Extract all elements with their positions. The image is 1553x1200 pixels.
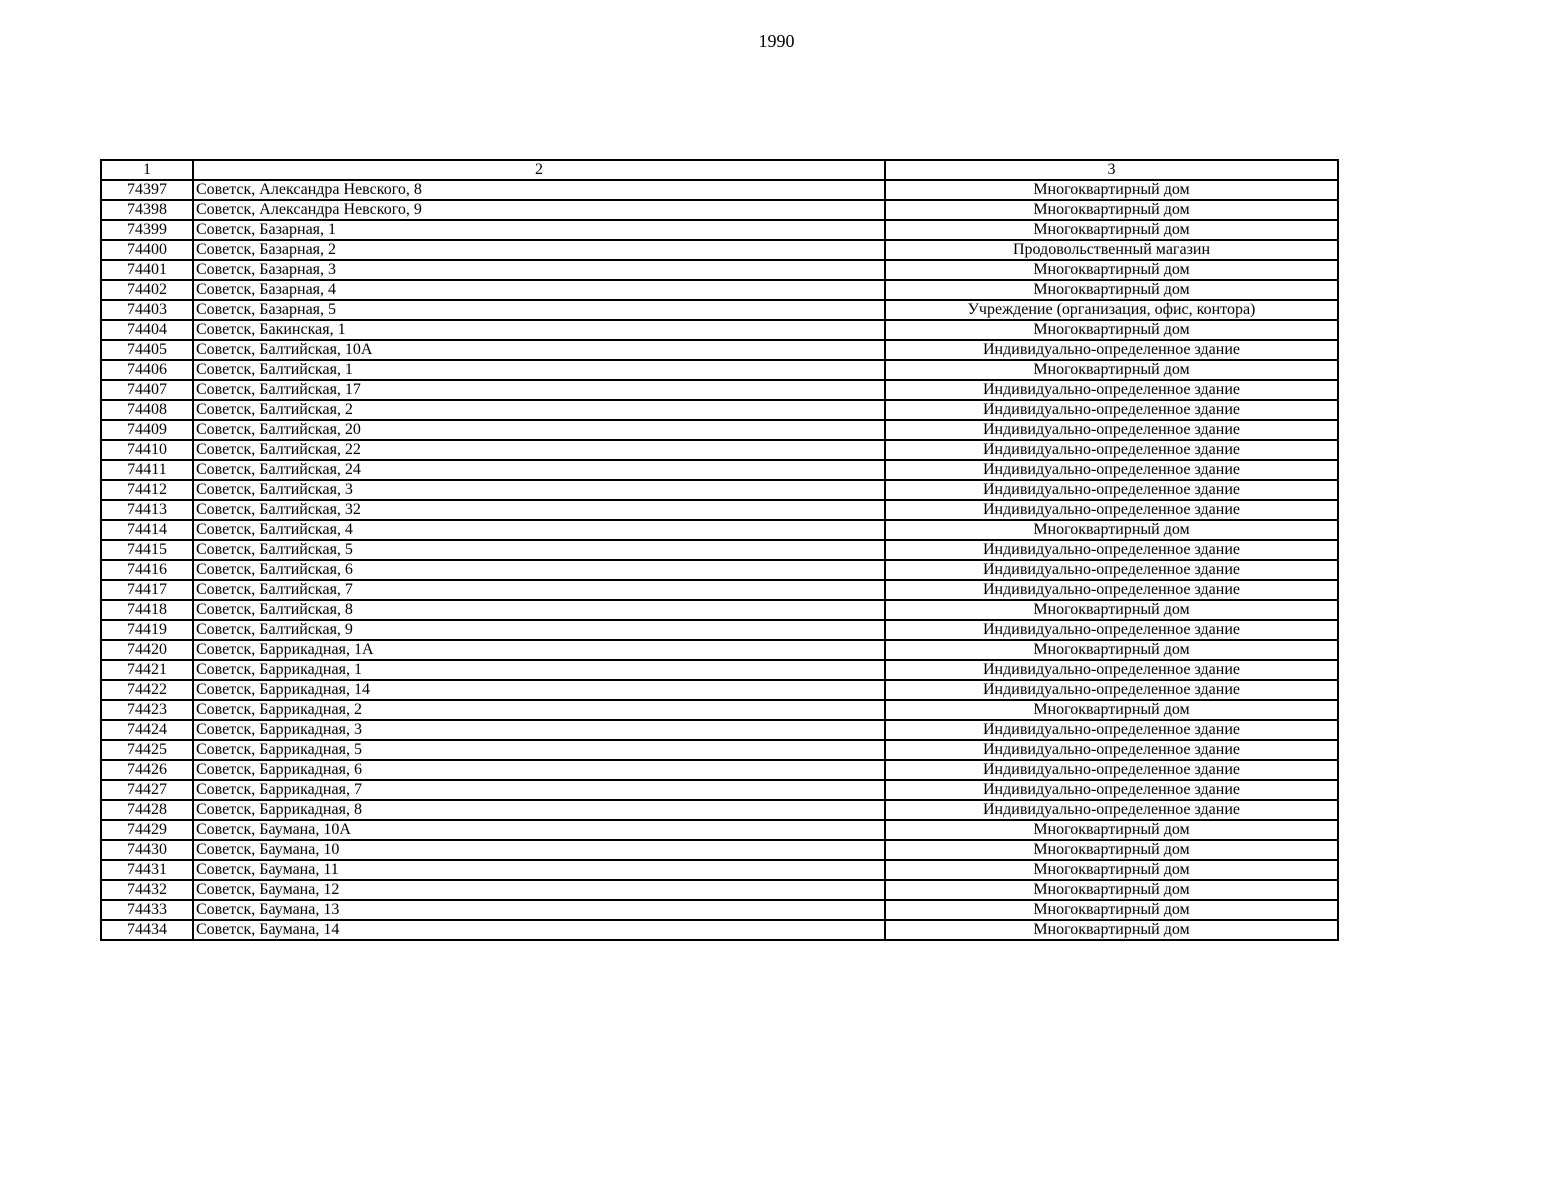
object-type-cell: Индивидуально-определенное здание bbox=[885, 380, 1338, 400]
record-number-cell: 74411 bbox=[101, 460, 193, 480]
table-row bbox=[101, 300, 1338, 320]
table-row bbox=[101, 840, 1338, 860]
address-cell: Советск, Баррикадная, 6 bbox=[193, 760, 885, 780]
record-number-cell: 74422 bbox=[101, 680, 193, 700]
object-type-cell: Многоквартирный дом bbox=[885, 180, 1338, 200]
table-row bbox=[101, 280, 1338, 300]
address-cell: Советск, Александра Невского, 8 bbox=[193, 180, 885, 200]
table-row bbox=[101, 620, 1338, 640]
object-type-cell: Многоквартирный дом bbox=[885, 280, 1338, 300]
address-cell: Советск, Базарная, 3 bbox=[193, 260, 885, 280]
table-row bbox=[101, 720, 1338, 740]
object-type-cell: Многоквартирный дом bbox=[885, 880, 1338, 900]
record-number-cell: 74406 bbox=[101, 360, 193, 380]
address-cell: Советск, Балтийская, 17 bbox=[193, 380, 885, 400]
address-cell: Советск, Баумана, 12 bbox=[193, 880, 885, 900]
address-cell: Советск, Баррикадная, 3 bbox=[193, 720, 885, 740]
object-type-cell: Индивидуально-определенное здание bbox=[885, 540, 1338, 560]
record-number-cell: 74415 bbox=[101, 540, 193, 560]
table-row bbox=[101, 700, 1338, 720]
column-header-1: 1 bbox=[101, 160, 193, 180]
address-cell: Советск, Балтийская, 5 bbox=[193, 540, 885, 560]
table-row bbox=[101, 200, 1338, 220]
page-number: 1990 bbox=[758, 31, 795, 51]
address-cell: Советск, Баумана, 10А bbox=[193, 820, 885, 840]
table-row bbox=[101, 660, 1338, 680]
address-cell: Советск, Баррикадная, 8 bbox=[193, 800, 885, 820]
address-cell: Советск, Баррикадная, 14 bbox=[193, 680, 885, 700]
address-cell: Советск, Балтийская, 10А bbox=[193, 340, 885, 360]
address-cell: Советск, Баррикадная, 1А bbox=[193, 640, 885, 660]
object-type-cell: Индивидуально-определенное здание bbox=[885, 740, 1338, 760]
record-number-cell: 74424 bbox=[101, 720, 193, 740]
record-number-cell: 74416 bbox=[101, 560, 193, 580]
record-number-cell: 74397 bbox=[101, 180, 193, 200]
object-type-cell: Индивидуально-определенное здание bbox=[885, 560, 1338, 580]
table-row bbox=[101, 580, 1338, 600]
address-cell: Советск, Баумана, 10 bbox=[193, 840, 885, 860]
record-number-cell: 74425 bbox=[101, 740, 193, 760]
record-number-cell: 74407 bbox=[101, 380, 193, 400]
table-row bbox=[101, 640, 1338, 660]
table-row bbox=[101, 220, 1338, 240]
table-row bbox=[101, 500, 1338, 520]
column-header-2: 2 bbox=[193, 160, 885, 180]
address-cell: Советск, Баррикадная, 2 bbox=[193, 700, 885, 720]
object-type-cell: Индивидуально-определенное здание bbox=[885, 620, 1338, 640]
table-row bbox=[101, 800, 1338, 820]
table-row bbox=[101, 240, 1338, 260]
table-row bbox=[101, 480, 1338, 500]
table-row bbox=[101, 340, 1338, 360]
object-type-cell: Многоквартирный дом bbox=[885, 840, 1338, 860]
address-cell: Советск, Балтийская, 1 bbox=[193, 360, 885, 380]
address-cell: Советск, Баррикадная, 7 bbox=[193, 780, 885, 800]
record-number-cell: 74408 bbox=[101, 400, 193, 420]
table-row bbox=[101, 440, 1338, 460]
table-row bbox=[101, 320, 1338, 340]
record-number-cell: 74432 bbox=[101, 880, 193, 900]
record-number-cell: 74409 bbox=[101, 420, 193, 440]
record-number-cell: 74430 bbox=[101, 840, 193, 860]
address-cell: Советск, Баумана, 11 bbox=[193, 860, 885, 880]
object-type-cell: Индивидуально-определенное здание bbox=[885, 420, 1338, 440]
record-number-cell: 74403 bbox=[101, 300, 193, 320]
address-cell: Советск, Александра Невского, 9 bbox=[193, 200, 885, 220]
table-row bbox=[101, 400, 1338, 420]
record-number-cell: 74404 bbox=[101, 320, 193, 340]
address-cell: Советск, Баррикадная, 5 bbox=[193, 740, 885, 760]
address-cell: Советск, Балтийская, 8 bbox=[193, 600, 885, 620]
object-type-cell: Индивидуально-определенное здание bbox=[885, 800, 1338, 820]
record-number-cell: 74402 bbox=[101, 280, 193, 300]
record-number-cell: 74433 bbox=[101, 900, 193, 920]
address-cell: Советск, Базарная, 2 bbox=[193, 240, 885, 260]
table-row bbox=[101, 780, 1338, 800]
object-type-cell: Индивидуально-определенное здание bbox=[885, 760, 1338, 780]
table-row bbox=[101, 360, 1338, 380]
address-cell: Советск, Балтийская, 4 bbox=[193, 520, 885, 540]
registry-table bbox=[100, 159, 1339, 941]
address-cell: Советск, Балтийская, 22 bbox=[193, 440, 885, 460]
record-number-cell: 74405 bbox=[101, 340, 193, 360]
address-cell: Советск, Балтийская, 3 bbox=[193, 480, 885, 500]
address-cell: Советск, Балтийская, 32 bbox=[193, 500, 885, 520]
record-number-cell: 74417 bbox=[101, 580, 193, 600]
object-type-cell: Учреждение (организация, офис, контора) bbox=[885, 300, 1338, 320]
address-cell: Советск, Балтийская, 9 bbox=[193, 620, 885, 640]
table-row bbox=[101, 740, 1338, 760]
address-cell: Советск, Балтийская, 6 bbox=[193, 560, 885, 580]
object-type-cell: Индивидуально-определенное здание bbox=[885, 720, 1338, 740]
object-type-cell: Индивидуально-определенное здание bbox=[885, 440, 1338, 460]
record-number-cell: 74401 bbox=[101, 260, 193, 280]
object-type-cell: Многоквартирный дом bbox=[885, 520, 1338, 540]
address-cell: Советск, Бакинская, 1 bbox=[193, 320, 885, 340]
record-number-cell: 74429 bbox=[101, 820, 193, 840]
table-row bbox=[101, 540, 1338, 560]
record-number-cell: 74434 bbox=[101, 920, 193, 940]
object-type-cell: Многоквартирный дом bbox=[885, 820, 1338, 840]
record-number-cell: 74410 bbox=[101, 440, 193, 460]
record-number-cell: 74431 bbox=[101, 860, 193, 880]
table-row bbox=[101, 180, 1338, 200]
table-row bbox=[101, 460, 1338, 480]
address-cell: Советск, Базарная, 5 bbox=[193, 300, 885, 320]
address-cell: Советск, Базарная, 1 bbox=[193, 220, 885, 240]
address-cell: Советск, Балтийская, 20 bbox=[193, 420, 885, 440]
address-cell: Советск, Балтийская, 24 bbox=[193, 460, 885, 480]
record-number-cell: 74420 bbox=[101, 640, 193, 660]
record-number-cell: 74426 bbox=[101, 760, 193, 780]
table-row bbox=[101, 600, 1338, 620]
address-cell: Советск, Баррикадная, 1 bbox=[193, 660, 885, 680]
table-header-row bbox=[101, 160, 1338, 180]
address-cell: Советск, Базарная, 4 bbox=[193, 280, 885, 300]
object-type-cell: Индивидуально-определенное здание bbox=[885, 580, 1338, 600]
address-cell: Советск, Баумана, 14 bbox=[193, 920, 885, 940]
record-number-cell: 74398 bbox=[101, 200, 193, 220]
record-number-cell: 74423 bbox=[101, 700, 193, 720]
table-row bbox=[101, 420, 1338, 440]
table-row bbox=[101, 880, 1338, 900]
table-row bbox=[101, 260, 1338, 280]
registry-table-body bbox=[101, 160, 1338, 940]
table-row bbox=[101, 820, 1338, 840]
object-type-cell: Многоквартирный дом bbox=[885, 700, 1338, 720]
table-row bbox=[101, 860, 1338, 880]
object-type-cell: Многоквартирный дом bbox=[885, 220, 1338, 240]
table-row bbox=[101, 900, 1338, 920]
object-type-cell: Многоквартирный дом bbox=[885, 360, 1338, 380]
object-type-cell: Индивидуально-определенное здание bbox=[885, 680, 1338, 700]
object-type-cell: Индивидуально-определенное здание bbox=[885, 660, 1338, 680]
record-number-cell: 74400 bbox=[101, 240, 193, 260]
address-cell: Советск, Балтийская, 2 bbox=[193, 400, 885, 420]
column-header-3: 3 bbox=[885, 160, 1338, 180]
address-cell: Советск, Баумана, 13 bbox=[193, 900, 885, 920]
object-type-cell: Многоквартирный дом bbox=[885, 900, 1338, 920]
object-type-cell: Многоквартирный дом bbox=[885, 640, 1338, 660]
record-number-cell: 74428 bbox=[101, 800, 193, 820]
record-number-cell: 74413 bbox=[101, 500, 193, 520]
object-type-cell: Многоквартирный дом bbox=[885, 320, 1338, 340]
object-type-cell: Многоквартирный дом bbox=[885, 860, 1338, 880]
record-number-cell: 74412 bbox=[101, 480, 193, 500]
table-row bbox=[101, 520, 1338, 540]
object-type-cell: Продовольственный магазин bbox=[885, 240, 1338, 260]
record-number-cell: 74414 bbox=[101, 520, 193, 540]
object-type-cell: Многоквартирный дом bbox=[885, 200, 1338, 220]
object-type-cell: Индивидуально-определенное здание bbox=[885, 480, 1338, 500]
object-type-cell: Индивидуально-определенное здание bbox=[885, 780, 1338, 800]
table-row bbox=[101, 560, 1338, 580]
record-number-cell: 74399 bbox=[101, 220, 193, 240]
record-number-cell: 74418 bbox=[101, 600, 193, 620]
table-row bbox=[101, 680, 1338, 700]
record-number-cell: 74421 bbox=[101, 660, 193, 680]
object-type-cell: Многоквартирный дом bbox=[885, 600, 1338, 620]
object-type-cell: Индивидуально-определенное здание bbox=[885, 460, 1338, 480]
address-cell: Советск, Балтийская, 7 bbox=[193, 580, 885, 600]
table-row bbox=[101, 380, 1338, 400]
object-type-cell: Многоквартирный дом bbox=[885, 920, 1338, 940]
record-number-cell: 74419 bbox=[101, 620, 193, 640]
table-row bbox=[101, 760, 1338, 780]
object-type-cell: Многоквартирный дом bbox=[885, 260, 1338, 280]
object-type-cell: Индивидуально-определенное здание bbox=[885, 400, 1338, 420]
table-row bbox=[101, 920, 1338, 940]
object-type-cell: Индивидуально-определенное здание bbox=[885, 500, 1338, 520]
object-type-cell: Индивидуально-определенное здание bbox=[885, 340, 1338, 360]
record-number-cell: 74427 bbox=[101, 780, 193, 800]
